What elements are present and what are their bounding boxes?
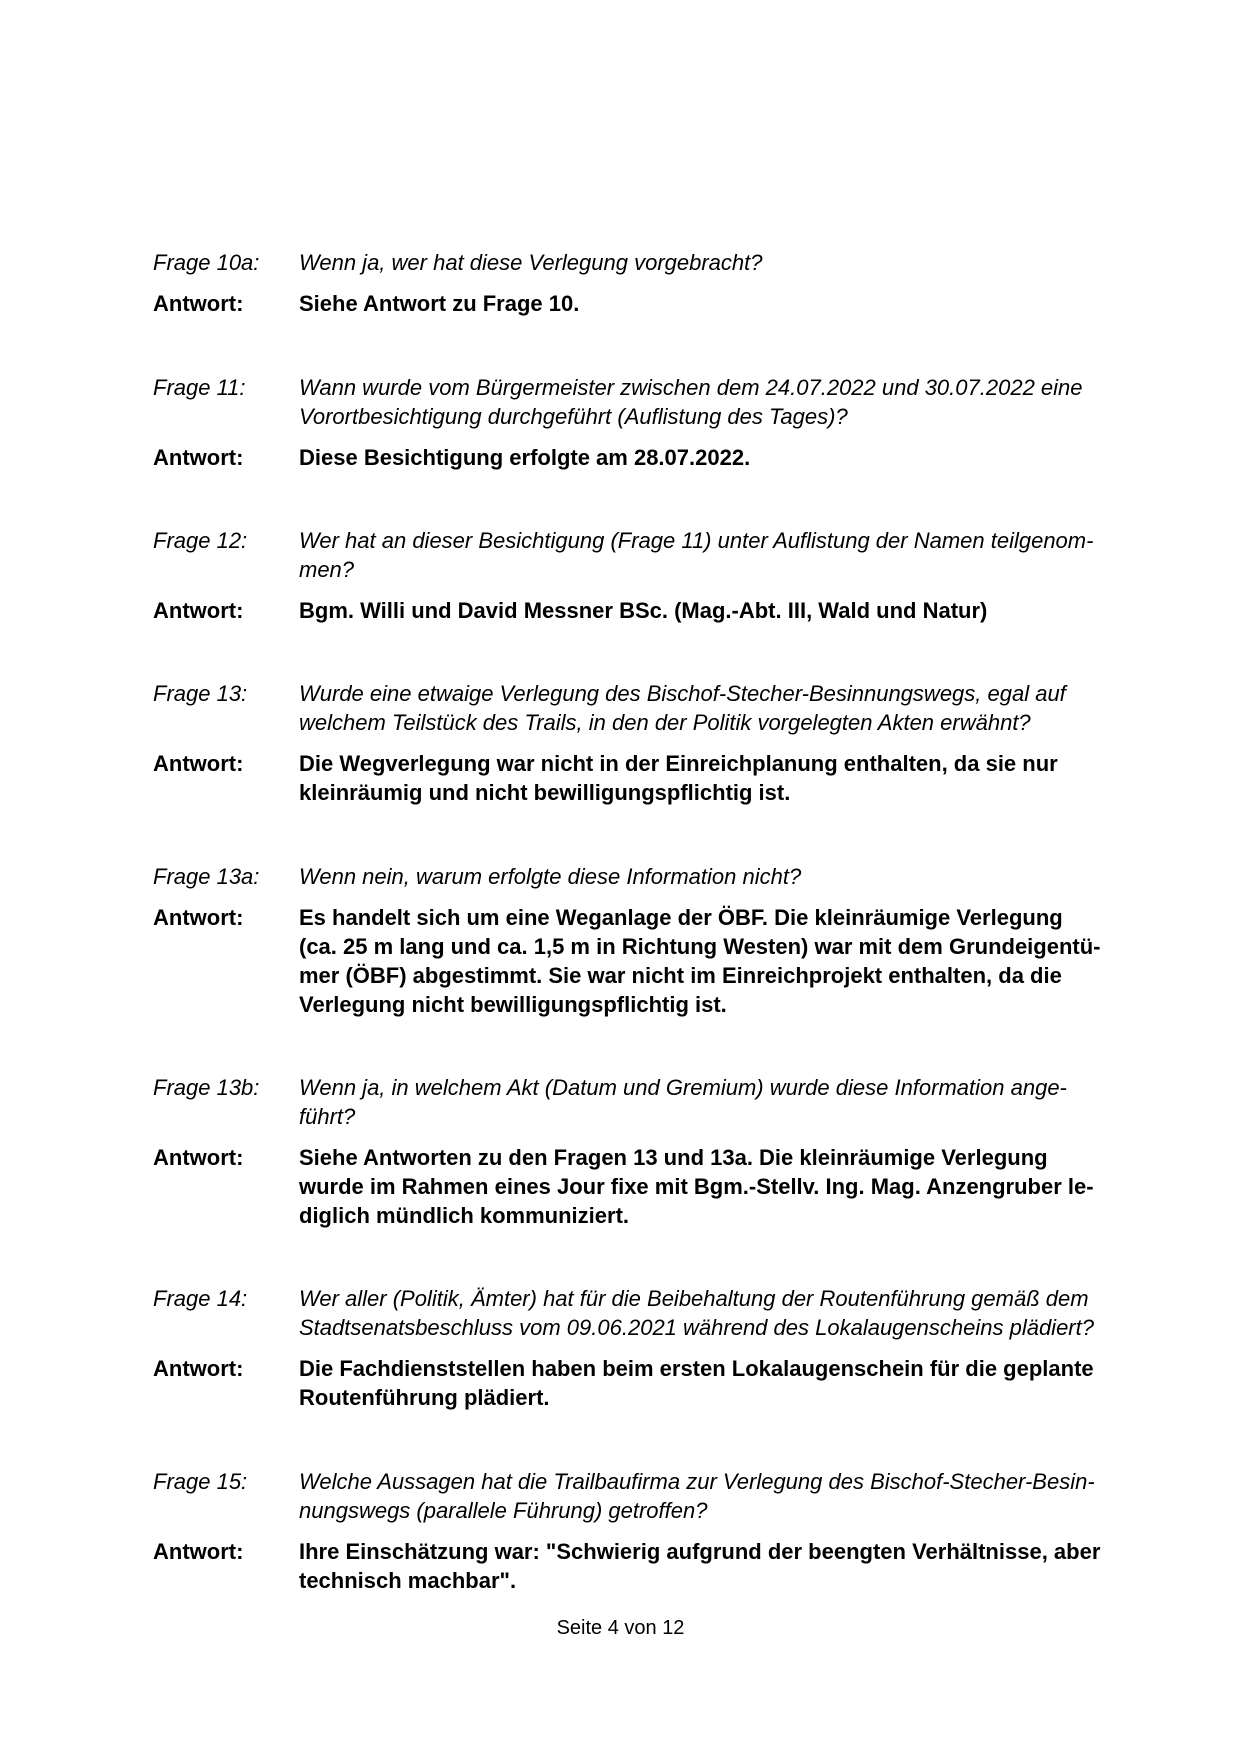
answer-label: Antwort: — [153, 1539, 244, 1564]
question-row — [153, 373, 1143, 431]
question-label: Frage 10a: — [153, 250, 260, 275]
question-line: nungswegs (parallele Führung) getroffen? — [299, 1498, 708, 1523]
answer-text — [299, 1537, 1143, 1595]
question-row — [153, 248, 1143, 277]
question-row — [153, 679, 1143, 737]
qa-block-10a — [153, 248, 1143, 318]
question-text — [299, 373, 1143, 431]
qa-block-14 — [153, 1284, 1143, 1412]
question-label: Frage 11: — [153, 375, 246, 400]
answer-line: mer (ÖBF) abgestimmt. Sie war nicht im Einreichprojekt enthalten, da die — [299, 963, 1062, 988]
question-line: Wer aller (Politik, Ämter) hat für die Beibehaltung der Routenführung gemäß dem — [299, 1286, 1089, 1311]
question-line: Wenn nein, warum erfolgte diese Information nicht? — [299, 864, 802, 889]
question-text — [299, 1284, 1143, 1342]
answer-row — [153, 749, 1143, 807]
answer-label: Antwort: — [153, 291, 244, 316]
question-line: Wer hat an dieser Besichtigung (Frage 11) unter Auflistung der Namen teilgenom- — [299, 528, 1094, 553]
answer-row — [153, 1537, 1143, 1595]
question-line: Wenn ja, in welchem Akt (Datum und Gremium) wurde diese Information ange- — [299, 1075, 1067, 1100]
question-row — [153, 1467, 1143, 1525]
answer-row — [153, 443, 1143, 472]
answer-row — [153, 596, 1143, 625]
answer-text — [299, 443, 1143, 472]
question-text — [299, 248, 1143, 277]
answer-line: technisch machbar". — [299, 1568, 517, 1593]
question-line: Welche Aussagen hat die Trailbaufirma zur Verlegung des Bischof-Stecher-Besin- — [299, 1469, 1095, 1494]
question-text — [299, 526, 1143, 584]
answer-line: Ihre Einschätzung war: "Schwierig aufgrund der beengten Verhältnisse, aber — [299, 1539, 1101, 1564]
answer-line: Es handelt sich um eine Weganlage der ÖBF. Die kleinräumige Verlegung — [299, 905, 1063, 930]
answer-row — [153, 903, 1143, 1019]
answer-text — [299, 289, 1143, 318]
answer-line: diglich mündlich kommuniziert. — [299, 1203, 630, 1228]
question-label: Frage 12: — [153, 528, 248, 553]
qa-block-12 — [153, 526, 1143, 625]
answer-text — [299, 596, 1143, 625]
answer-line: Die Wegverlegung war nicht in der Einreichplanung enthalten, da sie nur — [299, 751, 1058, 776]
answer-line: Diese Besichtigung erfolgte am 28.07.2022. — [299, 445, 751, 470]
question-text — [299, 1073, 1143, 1131]
question-line: Vorortbesichtigung durchgeführt (Auflistung des Tages)? — [299, 404, 848, 429]
question-line: Wann wurde vom Bürgermeister zwischen dem 24.07.2022 und 30.07.2022 eine — [299, 375, 1083, 400]
question-line: men? — [299, 557, 355, 582]
answer-label: Antwort: — [153, 751, 244, 776]
question-label: Frage 14: — [153, 1286, 248, 1311]
answer-label: Antwort: — [153, 1356, 244, 1381]
question-label: Frage 13: — [153, 681, 248, 706]
answer-label: Antwort: — [153, 598, 244, 623]
answer-label: Antwort: — [153, 1145, 244, 1170]
question-label: Frage 13b: — [153, 1075, 260, 1100]
answer-text — [299, 903, 1143, 1019]
question-line: führt? — [299, 1104, 356, 1129]
answer-text — [299, 1143, 1143, 1230]
answer-text — [299, 749, 1143, 807]
question-line: Wurde eine etwaige Verlegung des Bischof-Stecher-Besinnungswegs, egal auf — [299, 681, 1066, 706]
answer-line: Die Fachdienststellen haben beim ersten Lokalaugenschein für die geplante — [299, 1356, 1094, 1381]
answer-line: kleinräumig und nicht bewilligungspflichtig ist. — [299, 780, 791, 805]
qa-block-13 — [153, 679, 1143, 807]
answer-line: Siehe Antwort zu Frage 10. — [299, 291, 580, 316]
question-line: Stadtsenatsbeschluss vom 09.06.2021 während des Lokalaugenscheins plädiert? — [299, 1315, 1094, 1340]
answer-text — [299, 1354, 1143, 1412]
answer-line: wurde im Rahmen eines Jour fixe mit Bgm.-Stellv. Ing. Mag. Anzengruber le- — [299, 1174, 1094, 1199]
answer-line: Siehe Antworten zu den Fragen 13 und 13a. Die kleinräumige Verlegung — [299, 1145, 1048, 1170]
question-label: Frage 13a: — [153, 864, 260, 889]
question-line: Wenn ja, wer hat diese Verlegung vorgebracht? — [299, 250, 763, 275]
question-row — [153, 862, 1143, 891]
question-label: Frage 15: — [153, 1469, 248, 1494]
qa-block-15 — [153, 1467, 1143, 1595]
qa-block-13b — [153, 1073, 1143, 1230]
question-text — [299, 1467, 1143, 1525]
answer-row — [153, 1354, 1143, 1412]
answer-row — [153, 289, 1143, 318]
answer-label: Antwort: — [153, 905, 244, 930]
answer-line: Verlegung nicht bewilligungspflichtig ist. — [299, 992, 727, 1017]
question-row — [153, 1073, 1143, 1131]
question-row — [153, 1284, 1143, 1342]
question-text — [299, 862, 1143, 891]
answer-label: Antwort: — [153, 445, 244, 470]
question-row — [153, 526, 1143, 584]
answer-line: Routenführung plädiert. — [299, 1385, 550, 1410]
question-line: welchem Teilstück des Trails, in den der Politik vorgelegten Akten erwähnt? — [299, 710, 1031, 735]
question-text — [299, 679, 1143, 737]
qa-block-11 — [153, 373, 1143, 472]
answer-row — [153, 1143, 1143, 1230]
qa-block-13a — [153, 862, 1143, 1019]
answer-line: Bgm. Willi und David Messner BSc. (Mag.-Abt. III, Wald und Natur) — [299, 598, 988, 623]
answer-line: (ca. 25 m lang und ca. 1,5 m in Richtung Westen) war mit dem Grundeigentü- — [299, 934, 1101, 959]
page-number-footer: Seite 4 von 12 — [556, 1617, 685, 1639]
